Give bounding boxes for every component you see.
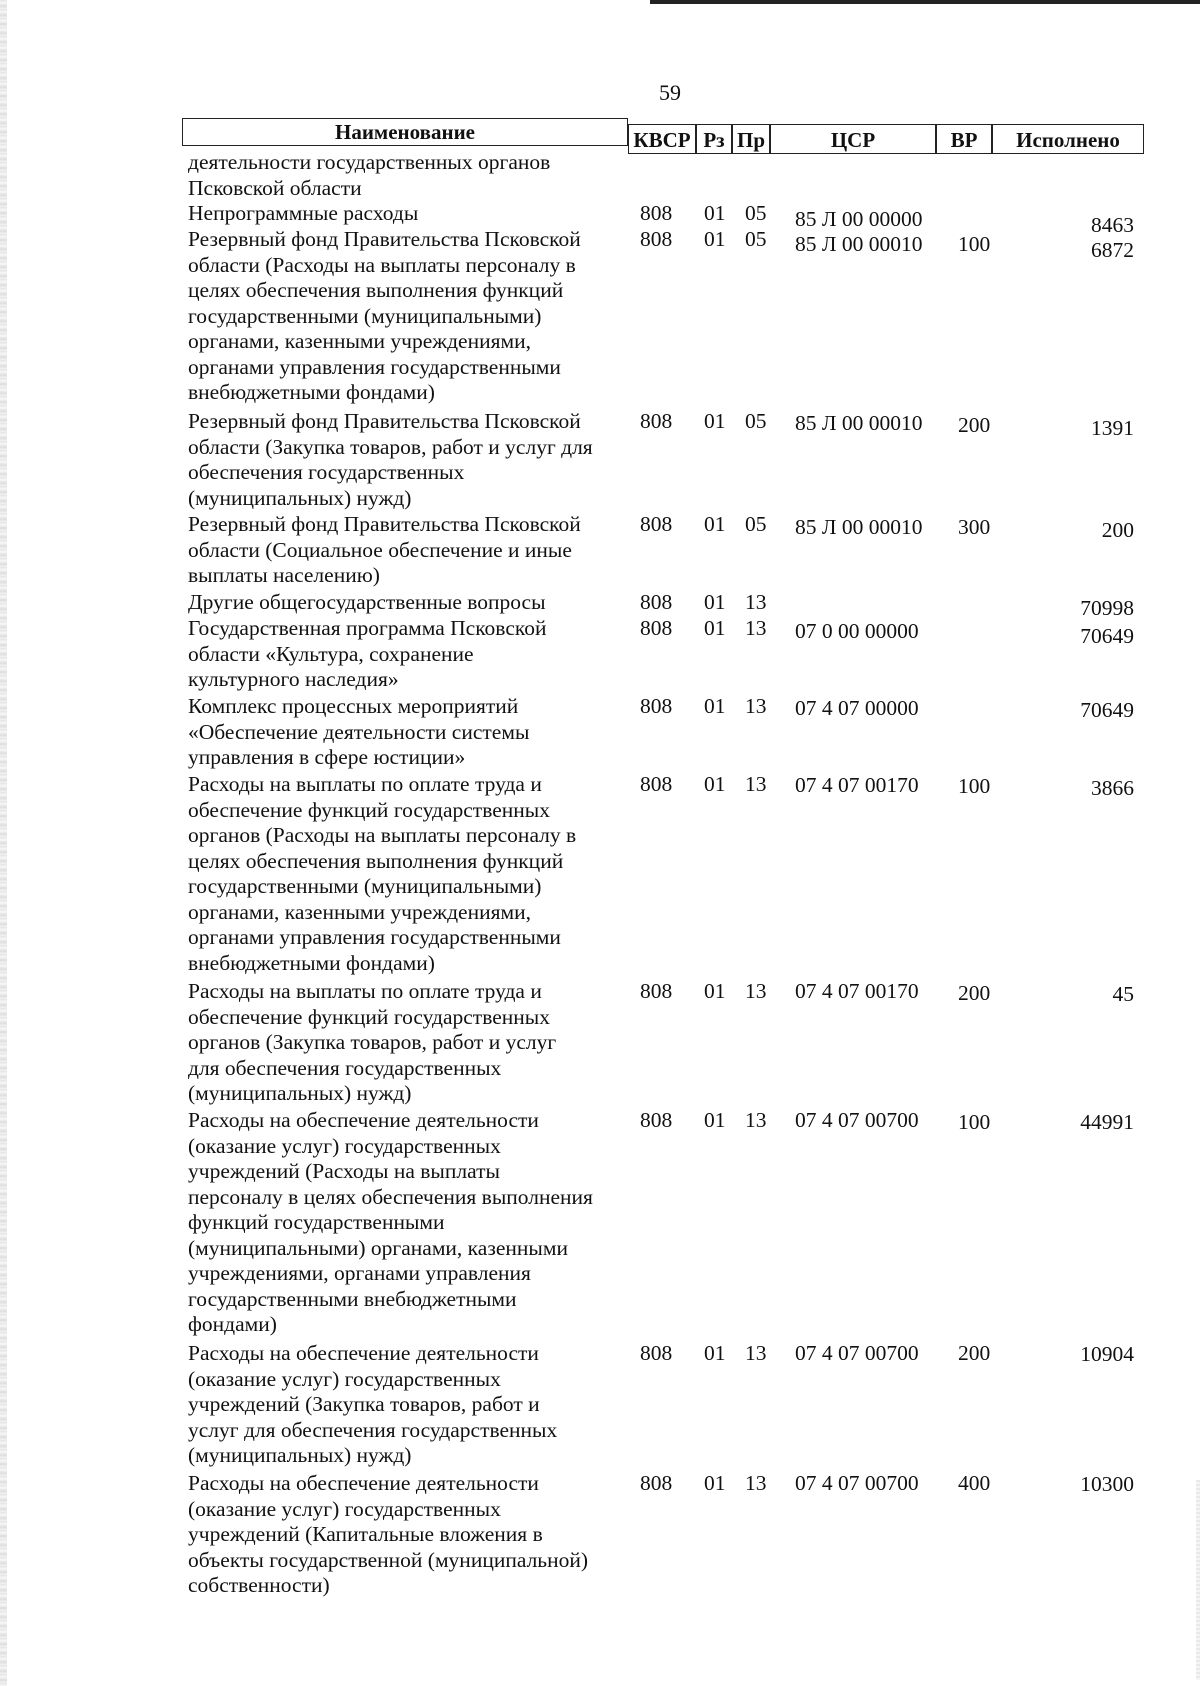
row-kvsr: 808 bbox=[640, 227, 673, 251]
row-csr: 85 Л 00 00010 bbox=[795, 515, 923, 539]
row-vr: 400 bbox=[958, 1471, 991, 1495]
row-rz: 01 bbox=[704, 409, 726, 433]
row-rz: 01 bbox=[704, 979, 726, 1003]
row-csr: 07 4 07 00700 bbox=[795, 1341, 919, 1365]
row-executed: 70998 bbox=[1080, 596, 1134, 620]
row-kvsr: 808 bbox=[640, 772, 673, 796]
row-pr: 13 bbox=[745, 772, 767, 796]
row-executed: 70649 bbox=[1080, 698, 1134, 722]
page-number: 59 bbox=[659, 80, 681, 105]
row-vr: 200 bbox=[958, 981, 991, 1005]
row-kvsr: 808 bbox=[640, 616, 673, 640]
row-name: Расходы на выплаты по оплате труда и обеспечение функций государственных органов (Закупка товаров, работ и услуг для обеспечения государственных (муниципальных) нужд) bbox=[188, 979, 557, 1105]
header-name: Наименование bbox=[182, 118, 628, 146]
row-name: Комплекс процессных мероприятий «Обеспечение деятельности системы управления в сфере юстиции» bbox=[188, 694, 530, 769]
row-pr: 05 bbox=[745, 512, 767, 536]
row-csr: 07 4 07 00700 bbox=[795, 1108, 919, 1132]
row-pr: 05 bbox=[745, 227, 767, 251]
row-rz: 01 bbox=[704, 512, 726, 536]
row-rz: 01 bbox=[704, 616, 726, 640]
row-csr: 07 4 07 00000 bbox=[795, 696, 919, 720]
row-executed: 3866 bbox=[1091, 776, 1134, 800]
row-vr: 100 bbox=[958, 774, 991, 798]
row-rz: 01 bbox=[704, 201, 726, 225]
row-pr: 13 bbox=[745, 1108, 767, 1132]
row-name: Другие общегосударственные вопросы bbox=[188, 590, 546, 614]
row-name: Резервный фонд Правительства Псковской области (Закупка товаров, работ и услуг для обеспечения государственных (муниципальных) нужд) bbox=[188, 409, 593, 510]
row-name: Государственная программа Псковской области «Культура, сохранение культурного наследия» bbox=[188, 616, 547, 691]
top-border-line bbox=[650, 0, 1200, 4]
row-vr: 100 bbox=[958, 1110, 991, 1134]
row-executed: 8463 bbox=[1091, 213, 1134, 237]
row-pr: 13 bbox=[745, 694, 767, 718]
row-kvsr: 808 bbox=[640, 1471, 673, 1495]
row-kvsr: 808 bbox=[640, 201, 673, 225]
row-executed: 200 bbox=[1101, 518, 1134, 542]
row-executed: 10300 bbox=[1080, 1472, 1134, 1496]
row-executed: 44991 bbox=[1080, 1110, 1134, 1134]
row-kvsr: 808 bbox=[640, 512, 673, 536]
row-executed: 6872 bbox=[1091, 238, 1134, 262]
row-csr: 07 4 07 00170 bbox=[795, 773, 919, 797]
header-csr: ЦСР bbox=[770, 124, 936, 154]
row-pr: 13 bbox=[745, 616, 767, 640]
header-pr: Пр bbox=[732, 124, 770, 154]
row-executed: 45 bbox=[1112, 982, 1134, 1006]
row-csr: 85 Л 00 00010 bbox=[795, 411, 923, 435]
row-pr: 05 bbox=[745, 409, 767, 433]
row-name: Расходы на выплаты по оплате труда и обеспечение функций государственных органов (Расходы на выплаты персоналу в целях обеспечения выполнения функций государственными (муниципальными) органами, казенными учреждениями, органами управления государственными внебюджетными фондами) bbox=[188, 772, 577, 975]
row-name: деятельности государственных органов Псковской области bbox=[188, 150, 551, 200]
header-vr: ВР bbox=[936, 124, 992, 154]
row-pr: 13 bbox=[745, 1341, 767, 1365]
row-executed: 70649 bbox=[1080, 624, 1134, 648]
row-vr: 200 bbox=[958, 413, 991, 437]
row-csr: 07 4 07 00170 bbox=[795, 979, 919, 1003]
row-name: Непрограммные расходы bbox=[188, 201, 419, 225]
row-name: Расходы на обеспечение деятельности (оказание услуг) государственных учреждений (Закупка товаров, работ и услуг для обеспечения государственных (муниципальных) нужд) bbox=[188, 1341, 558, 1467]
header-executed: Исполнено bbox=[992, 124, 1144, 154]
row-pr: 05 bbox=[745, 201, 767, 225]
row-name: Резервный фонд Правительства Псковской области (Социальное обеспечение и иные выплаты населению) bbox=[188, 512, 581, 587]
row-pr: 13 bbox=[745, 1471, 767, 1495]
row-csr: 07 4 07 00700 bbox=[795, 1471, 919, 1495]
row-rz: 01 bbox=[704, 1471, 726, 1495]
row-rz: 01 bbox=[704, 772, 726, 796]
row-kvsr: 808 bbox=[640, 590, 673, 614]
header-rz: Рз bbox=[696, 124, 732, 154]
scan-edge-left bbox=[0, 0, 7, 1686]
row-executed: 1391 bbox=[1091, 416, 1134, 440]
row-executed: 10904 bbox=[1080, 1342, 1134, 1366]
row-pr: 13 bbox=[745, 590, 767, 614]
row-kvsr: 808 bbox=[640, 1341, 673, 1365]
row-csr: 07 0 00 00000 bbox=[795, 619, 919, 643]
row-rz: 01 bbox=[704, 694, 726, 718]
row-rz: 01 bbox=[704, 1341, 726, 1365]
row-pr: 13 bbox=[745, 979, 767, 1003]
row-name: Расходы на обеспечение деятельности (оказание услуг) государственных учреждений (Капитальные вложения в объекты государственной (муниципальной) собственности) bbox=[188, 1471, 589, 1597]
row-csr: 85 Л 00 00010 bbox=[795, 232, 923, 256]
row-vr: 200 bbox=[958, 1341, 991, 1365]
row-rz: 01 bbox=[704, 1108, 726, 1132]
row-kvsr: 808 bbox=[640, 1108, 673, 1132]
row-kvsr: 808 bbox=[640, 409, 673, 433]
row-rz: 01 bbox=[704, 590, 726, 614]
row-kvsr: 808 bbox=[640, 979, 673, 1003]
row-name: Резервный фонд Правительства Псковской области (Расходы на выплаты персоналу в целях обеспечения выполнения функций государственными (муниципальными) органами, казенными учреждениями, органами управления государственными внебюджетными фондами) bbox=[188, 227, 581, 404]
row-kvsr: 808 bbox=[640, 694, 673, 718]
row-vr: 300 bbox=[958, 515, 991, 539]
header-kvsr: КВСР bbox=[628, 124, 696, 154]
row-csr: 85 Л 00 00000 bbox=[795, 207, 923, 231]
row-name: Расходы на обеспечение деятельности (оказание услуг) государственных учреждений (Расходы на выплаты персоналу в целях обеспечения выполнения функций государственными (муниципальными) органами, казенными учреждениями, органами управления государственными внебюджетными фондами) bbox=[188, 1108, 593, 1336]
scan-edge-right bbox=[1196, 1480, 1200, 1680]
row-rz: 01 bbox=[704, 227, 726, 251]
row-vr: 100 bbox=[958, 232, 991, 256]
